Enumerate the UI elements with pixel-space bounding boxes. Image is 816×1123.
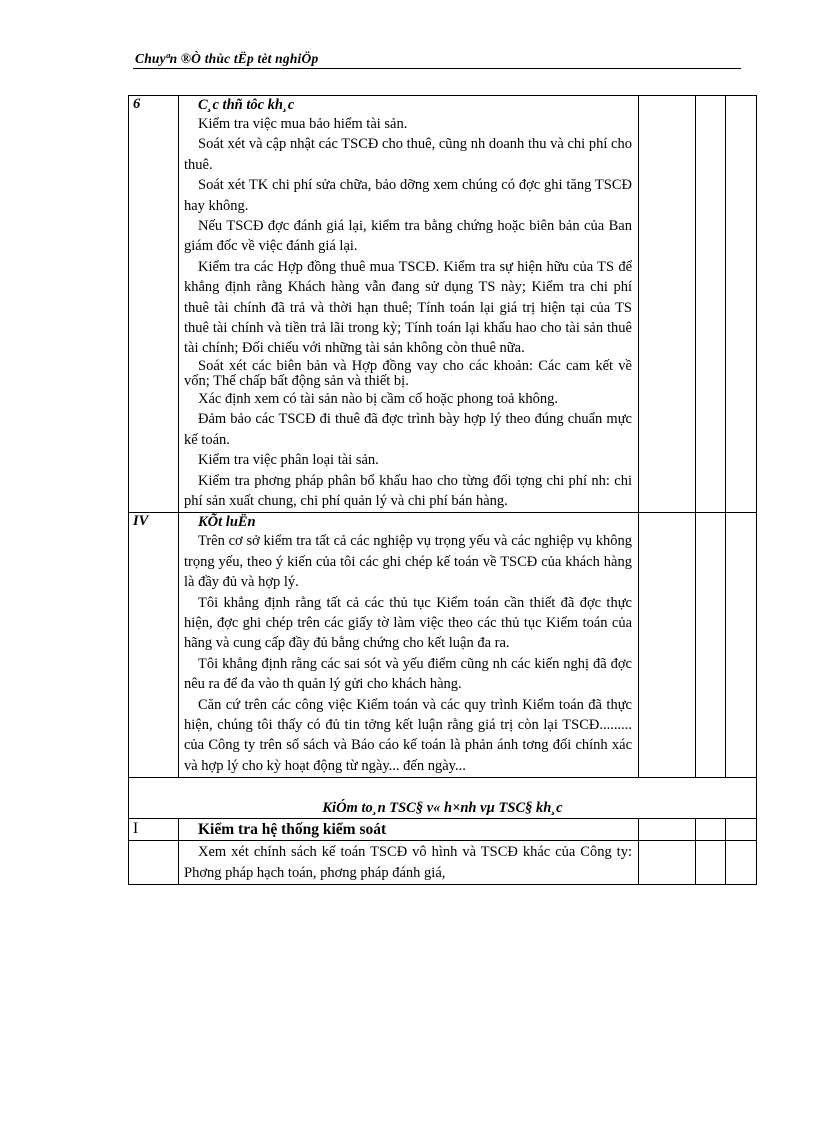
row-content — [179, 841, 639, 885]
section-title: C¸c thñ tôc kh¸c — [198, 97, 295, 113]
section-heading: KiÓm to¸n TSC§ v« h×nh vµ TSC§ kh¸c — [129, 778, 757, 819]
row-content — [179, 96, 639, 513]
paragraph: Kiểm tra phơng pháp phân bổ khấu hao cho từng đối tợng chi phí nh: chi phí sản xuất chung, chi phí quản lý và chi phí bán hàng. — [184, 472, 632, 509]
paragraph: Kiểm tra việc mua bảo hiểm tài sản. — [198, 116, 408, 132]
table-row — [129, 819, 757, 841]
paragraph: Nếu TSCĐ đợc đánh giá lại, kiểm tra bằng chứng hoặc biên bản của Ban giám đốc về việc đánh giá lại. — [184, 218, 632, 255]
empty-cell — [639, 841, 696, 885]
empty-cell — [639, 819, 696, 841]
row-number: 6 — [129, 96, 179, 513]
empty-cell — [639, 513, 696, 778]
paragraph: Soát xét TK chi phí sửa chữa, bảo dỡng xem chúng có đợc ghi tăng TSCĐ hay không. — [184, 177, 632, 214]
paragraph: Kiểm tra việc phân loại tài sản. — [198, 452, 379, 469]
table-row — [129, 841, 757, 885]
empty-cell — [726, 96, 757, 513]
section-title: Kiểm tra hệ thống kiểm soát — [198, 821, 387, 839]
table-row — [129, 96, 757, 513]
paragraph: Đảm bảo các TSCĐ đi thuê đã đợc trình bày hợp lý theo đúng chuẩn mực kế toán. — [184, 411, 632, 448]
page-header — [133, 50, 741, 69]
row-content — [179, 513, 639, 778]
paragraph: Trên cơ sở kiểm tra tất cả các nghiệp vụ trọng yếu và các nghiệp vụ không trọng yếu, theo ý kiến của tôi các ghi chép kế toán về TSCĐ của khách hàng là đầy đủ và hợp lý. — [184, 533, 632, 591]
paragraph: Soát xét và cập nhật các TSCĐ cho thuê, cũng nh doanh thu và chi phí cho thuê. — [184, 136, 632, 173]
paragraph: Xác định xem có tài sản nào bị cầm cố hoặc phong toả không. — [198, 390, 558, 407]
paragraph: Soát xét các biên bản và Hợp đồng vay cho các khoản: Các cam kết về vốn; Thế chấp bất động sản và thiết bị. — [184, 357, 632, 389]
paragraph: Xem xét chính sách kế toán TSCĐ vô hình và TSCĐ khác của Công ty: Phơng pháp hạch toán, phơng pháp đánh giá, — [184, 844, 632, 881]
section-title: KÕt luËn — [198, 514, 256, 531]
row-number: I — [129, 819, 179, 841]
empty-cell — [726, 841, 757, 885]
paragraph: Căn cứ trên các công việc Kiểm toán và các quy trình Kiểm toán đã thực hiện, chúng tôi thấy có đủ tin tởng kết luận rằng giá trị còn lại TSCĐ......... của Công ty trên sổ sách và Báo cáo kế toán là phản ánh tơng đối chính xác và hợp lý cho kỳ hoạt động từ ngày... đến ngày... — [184, 696, 632, 774]
row-number — [129, 841, 179, 885]
row-number: IV — [129, 513, 179, 778]
empty-cell — [639, 96, 696, 513]
table-row — [129, 778, 757, 819]
paragraph: Kiểm tra các Hợp đồng thuê mua TSCĐ. Kiểm tra sự hiện hữu của TS để khẳng định rằng Khách hàng vẫn đang sử dụng TS này; Kiểm tra chi phí thuê tài chính đã trả và thời hạn thuê; Tính toán lại giá trị hiện tại của TS thuê tài chính và tiền trả lãi trong kỳ; Tính toán lại khấu hao cho tài sản thuê tài chính; Đối chiếu với những tài sản không còn thuê nữa. — [184, 258, 632, 357]
table-row — [129, 513, 757, 778]
header-title: Chuyªn ®Ò thùc tËp tèt nghiÖp — [135, 51, 319, 66]
paragraph: Tôi khẳng định rằng các sai sót và yếu điểm cũng nh các kiến nghị đã đợc nêu ra để đa vào th quản lý gửi cho khách hàng. — [184, 655, 632, 693]
empty-cell — [696, 96, 726, 513]
empty-cell — [726, 819, 757, 841]
empty-cell — [696, 841, 726, 885]
empty-cell — [696, 819, 726, 841]
paragraph: Tôi khẳng định rằng tất cả các thủ tục Kiểm toán cần thiết đã đợc thực hiện, đợc ghi chép trên các giấy tờ làm việc theo các thủ tục Kiểm toán của hãng và cung cấp đầy đủ bằng chứng cho kết luận đa ra. — [184, 594, 632, 652]
empty-cell — [696, 513, 726, 778]
empty-cell — [726, 513, 757, 778]
row-content — [179, 819, 639, 841]
audit-procedure-table — [128, 95, 757, 885]
